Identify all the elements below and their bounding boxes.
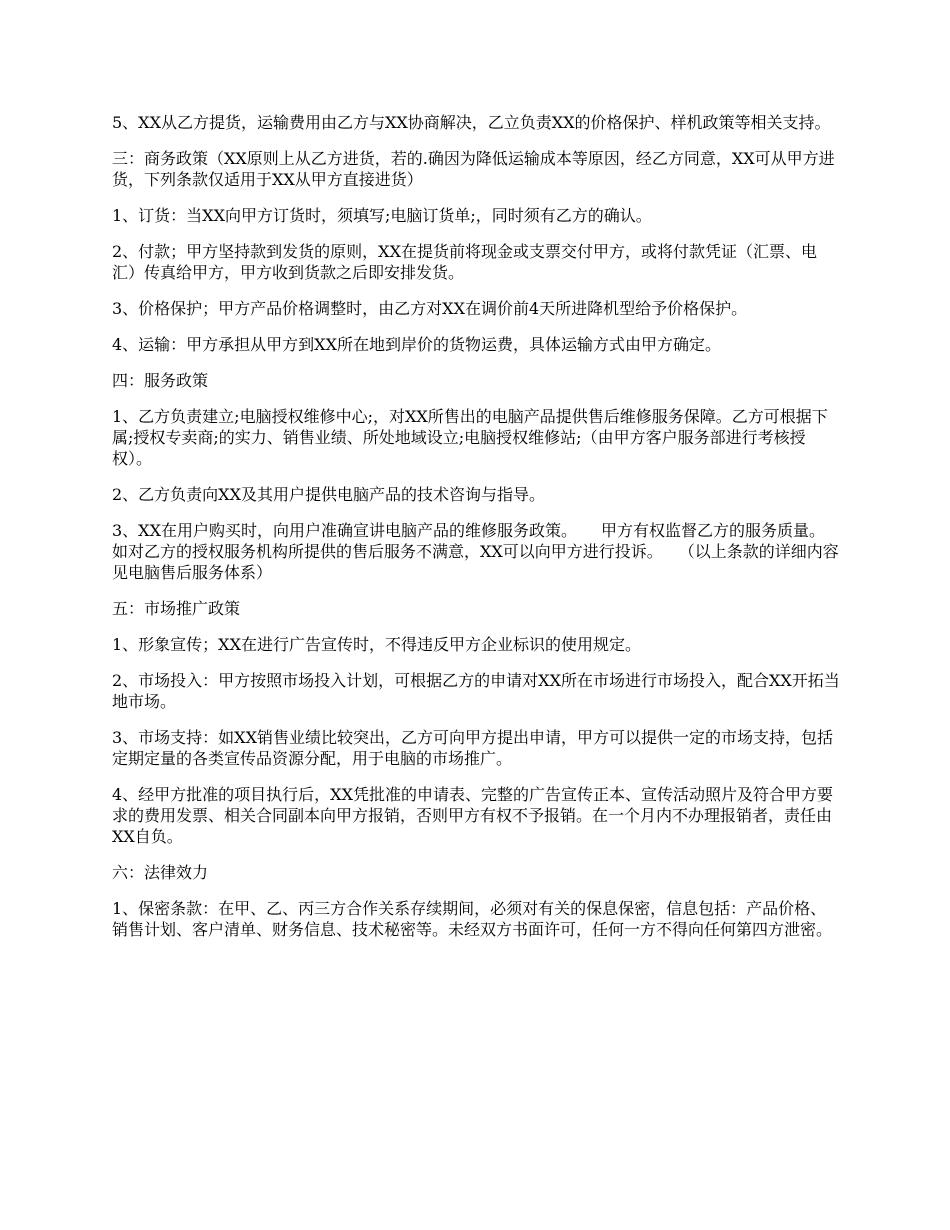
- paragraph-confidentiality: 1、保密条款：在甲、乙、丙三方合作关系存续期间，必须对有关的保息保密，信息包括：产品价格、销售计划、客户清单、财务信息、技术秘密等。未经双方书面许可，任何一方不得向任何第四方泄密。: [112, 899, 833, 939]
- paragraph-market-investment: 2、市场投入：甲方按照市场投入计划，可根据乙方的申请对XX所在市场进行市场投入，配合XX开拓当地市场。: [112, 671, 840, 711]
- section-heading-service-policy: 四：服务政策: [112, 371, 209, 390]
- paragraph-price-protection: 3、价格保护；甲方产品价格调整时，由乙方对XX在调价前4天所进降机型给予价格保护。: [112, 299, 748, 318]
- section-heading-legal-effect: 六：法律效力: [112, 863, 209, 882]
- paragraph-clause-5-pickup: 5、XX从乙方提货，运输费用由乙方与XX协商解决，乙立负责XX的价格保护、样机政策等相关支持。: [112, 113, 831, 132]
- document-body: [112, 112, 840, 955]
- paragraph-market-support: 3、市场支持：如XX销售业绩比较突出，乙方可向甲方提出申请，甲方可以提供一定的市场支持，包括定期定量的各类宣传品资源分配，用于电脑的市场推广。: [112, 728, 833, 768]
- paragraph-technical-consulting: 2、乙方负责向XX及其用户提供电脑产品的技术咨询与指导。: [112, 485, 545, 504]
- paragraph-ordering: 1、订货：当XX向甲方订货时，须填写;电脑订货单;，同时须有乙方的确认。: [112, 206, 652, 225]
- section-heading-business-policy: 三：商务政策（XX原则上从乙方进货，若的.确因为降低运输成本等原因，经乙方同意，XX可从甲方进货，下列条款仅适用于XX从甲方直接进货）: [112, 149, 835, 189]
- section-heading-marketing-policy: 五：市场推广政策: [112, 599, 241, 618]
- paragraph-service-explanation: 3、XX在用户购买时，向用户准确宣讲电脑产品的维修服务政策。 甲方有权监督乙方的服务质量。如对乙方的授权服务机构所提供的售后服务不满意，XX可以向甲方进行投诉。 （以上条款的详细内容见电脑售后服务体系）: [112, 521, 839, 582]
- paragraph-repair-center: 1、乙方负责建立;电脑授权维修中心;，对XX所售出的电脑产品提供售后维修服务保障。乙方可根据下属;授权专卖商;的实力、销售业绩、所处地域设立;电脑授权维修站;（由甲方客户服务部进行考核授权）。: [112, 407, 828, 468]
- paragraph-payment: 2、付款；甲方坚持款到发货的原则，XX在提货前将现金或支票交付甲方，或将付款凭证（汇票、电汇）传真给甲方，甲方收到货款之后即安排发货。: [112, 242, 817, 282]
- paragraph-reimbursement: 4、经甲方批准的项目执行后，XX凭批准的申请表、完整的广告宣传正本、宣传活动照片及符合甲方要求的费用发票、相关合同副本向甲方报销，否则甲方有权不予报销。在一个月内不办理报销者，责任由XX自负。: [112, 785, 833, 846]
- paragraph-transport: 4、运输：甲方承担从甲方到XX所在地到岸价的货物运费，具体运输方式由甲方确定。: [112, 335, 721, 354]
- paragraph-brand-promotion: 1、形象宣传；XX在进行广告宣传时，不得违反甲方企业标识的使用规定。: [112, 635, 641, 654]
